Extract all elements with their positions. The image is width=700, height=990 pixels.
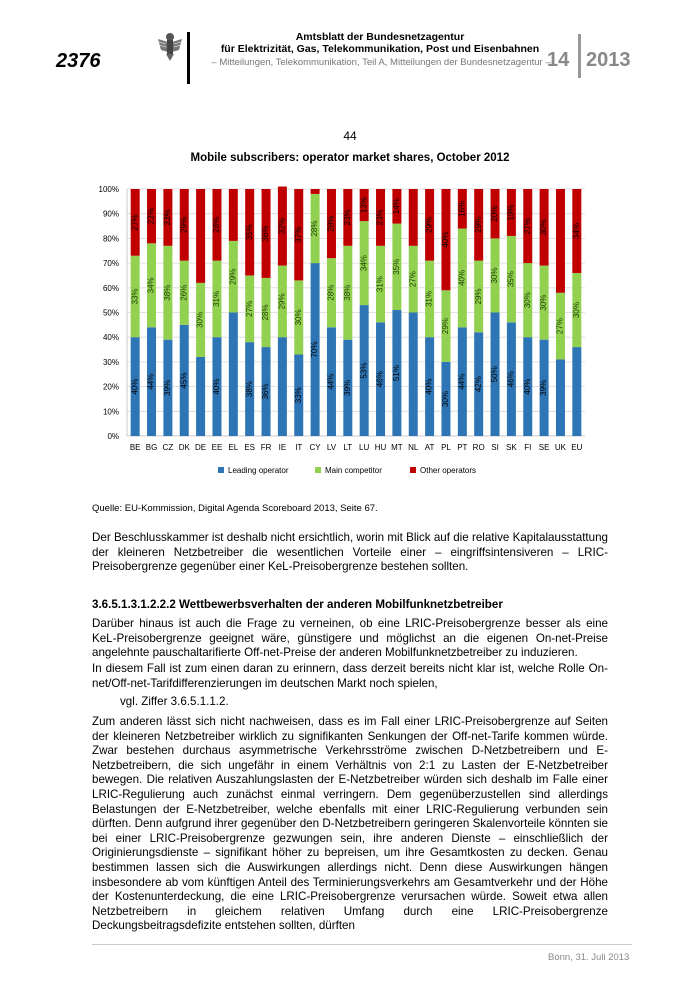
data-label: 22% xyxy=(146,208,156,225)
data-label: 30% xyxy=(490,267,500,284)
paragraph-2: Darüber hinaus ist auch die Frage zu verneinen, ob eine LRIC-Preisobergrenze besser als eine KeL-Preisobergrenze geeignet wäre, günstigere und möglichst an die eigenen On-net-Preise angelehnte pauschaltarifierte Off-net-Preise der anderen Mobilfunknetzbetreiber zu induzieren. xyxy=(92,617,608,660)
bar-de-other-operators xyxy=(196,189,205,283)
bar-cy-other-operators xyxy=(311,189,320,194)
data-label: 50% xyxy=(490,366,500,383)
data-label: 30% xyxy=(441,390,451,407)
x-tick-label: EL xyxy=(228,443,239,452)
journal-title-line2: für Elektrizität, Gas, Telekommunikation, Post und Eisenbahnen xyxy=(220,43,540,55)
data-label: 14% xyxy=(392,198,402,215)
data-label: 34% xyxy=(146,277,156,294)
data-label: 28% xyxy=(212,216,222,233)
data-label: 31% xyxy=(212,290,222,307)
x-tick-label: SE xyxy=(538,443,550,452)
data-label: 29% xyxy=(473,288,483,305)
data-label: 30% xyxy=(539,294,549,311)
x-tick-label: EU xyxy=(571,443,583,452)
data-label: 35% xyxy=(506,271,516,288)
section-heading: 3.6.5.1.3.1.2.2.2 Wettbewerbsverhalten der anderen Mobilfunknetzbetreiber xyxy=(92,598,503,611)
x-tick-label: SK xyxy=(506,443,517,452)
data-label: 27% xyxy=(522,218,532,235)
data-label: 30% xyxy=(195,311,205,328)
x-tick-label: FR xyxy=(260,443,272,452)
data-label: 44% xyxy=(146,373,156,390)
data-label: 44% xyxy=(326,373,336,390)
data-label: 27% xyxy=(555,318,565,335)
data-label: 29% xyxy=(424,216,434,233)
x-tick-label: PT xyxy=(457,443,468,452)
y-tick-label: 20% xyxy=(102,382,119,392)
data-label: 16% xyxy=(457,200,467,217)
data-label: 31% xyxy=(424,290,434,307)
data-label: 33% xyxy=(293,387,303,404)
legend-label: Other operators xyxy=(420,466,477,475)
y-tick-label: 60% xyxy=(102,283,119,293)
y-tick-label: 0% xyxy=(107,432,119,441)
data-label: 33% xyxy=(130,288,140,305)
data-label: 30% xyxy=(522,292,532,309)
legend-label: Main competitor xyxy=(325,466,382,475)
bar-de-leading-operator xyxy=(196,357,205,436)
page-number: 2376 xyxy=(56,50,101,72)
data-label: 34% xyxy=(571,222,581,239)
legend-label: Leading operator xyxy=(228,466,289,475)
paragraph-reference: vgl. Ziffer 3.6.5.1.1.2. xyxy=(120,695,229,708)
x-tick-label: PL xyxy=(441,443,451,452)
x-tick-label: BE xyxy=(129,443,141,452)
x-tick-label: CZ xyxy=(162,443,174,452)
header-divider xyxy=(187,32,190,84)
data-label: 23% xyxy=(375,209,385,226)
data-label: 38% xyxy=(342,284,352,301)
x-tick-label: FI xyxy=(524,443,532,452)
legend-swatch xyxy=(410,467,416,473)
data-label: 28% xyxy=(261,304,271,321)
bar-nl-other-operators xyxy=(409,189,418,246)
paragraph-1: Der Beschlusskammer ist deshalb nicht ersichtlich, worin mit Blick auf die relative Kapitalausstattung der kleineren Netzbetreiber die wesentlichen Vorteile einer – eingriffsintensiveren – LRIC-Preisobergrenze gegenüber einer KeL-Preisobergrenze bestehen sollten. xyxy=(92,531,608,574)
data-label: 35% xyxy=(244,224,254,241)
data-label: 36% xyxy=(261,383,271,400)
data-label: 23% xyxy=(163,209,173,226)
y-tick-label: 70% xyxy=(102,259,119,269)
x-tick-label: ES xyxy=(244,443,256,452)
journal-subtitle: – Mitteilungen, Telekommunikation, Teil A, Mitteilungen der Bundesnetzagentur – xyxy=(211,57,551,68)
x-tick-label: IT xyxy=(295,443,303,452)
data-label: 70% xyxy=(310,341,320,358)
data-label: 29% xyxy=(179,216,189,233)
data-label: 39% xyxy=(342,379,352,396)
data-label: 27% xyxy=(244,300,254,317)
data-label: 30% xyxy=(293,309,303,326)
data-label: 26% xyxy=(179,284,189,301)
data-label: 29% xyxy=(473,216,483,233)
footer-date: Bonn, 31. Juli 2013 xyxy=(548,952,630,963)
data-label: 40% xyxy=(441,231,451,248)
data-label: 20% xyxy=(490,205,500,222)
data-label: 28% xyxy=(310,220,320,237)
x-tick-label: BG xyxy=(145,443,158,452)
data-label: 13% xyxy=(359,197,369,214)
x-tick-label: DE xyxy=(195,443,207,452)
data-label: 29% xyxy=(277,293,287,310)
x-tick-label: SI xyxy=(491,443,499,452)
legend-swatch xyxy=(315,467,321,473)
data-label: 38% xyxy=(244,381,254,398)
x-tick-label: IE xyxy=(278,443,287,452)
bar-uk-other-operators xyxy=(556,189,565,293)
paragraph-3: In diesem Fall ist zum einen daran zu erinnern, dass derzeit bereits nicht klar ist, welche Rolle On-net/Off-net-Tarifdifferenzierungen im deutschen Markt noch spielen, xyxy=(92,662,608,690)
x-tick-label: UK xyxy=(554,443,567,452)
bar-el-leading-operator xyxy=(229,313,238,437)
y-tick-label: 30% xyxy=(102,357,119,367)
data-label: 32% xyxy=(277,218,287,235)
data-label: 40% xyxy=(130,378,140,395)
chart-title: Mobile subscribers: operator market shares, October 2012 xyxy=(190,152,510,164)
data-label: 36% xyxy=(261,225,271,242)
data-label: 46% xyxy=(375,371,385,388)
bar-eu-leading-operator xyxy=(572,347,581,436)
journal-title xyxy=(200,31,560,55)
data-label: 28% xyxy=(326,284,336,301)
data-label: 37% xyxy=(293,226,303,243)
x-tick-label: HU xyxy=(374,443,387,452)
bar-nl-leading-operator xyxy=(409,313,418,437)
data-label: 45% xyxy=(179,372,189,389)
x-tick-label: LT xyxy=(343,443,353,452)
data-label: 51% xyxy=(392,365,402,382)
data-label: 53% xyxy=(359,362,369,379)
data-label: 31% xyxy=(375,276,385,293)
data-label: 34% xyxy=(359,255,369,272)
data-label: 35% xyxy=(392,258,402,275)
data-label: 40% xyxy=(457,269,467,286)
data-label: 23% xyxy=(342,209,352,226)
y-tick-label: 90% xyxy=(102,209,119,219)
x-tick-label: DK xyxy=(178,443,190,452)
data-label: 30% xyxy=(571,302,581,319)
data-label: 39% xyxy=(163,379,173,396)
data-label: 40% xyxy=(424,378,434,395)
y-tick-label: 50% xyxy=(102,308,119,318)
inner-page-number: 44 xyxy=(343,129,357,143)
x-tick-label: EE xyxy=(211,443,223,452)
paragraph-4: Zum anderen lässt sich nicht nachweisen, dass es im Fall einer LRIC-Preisobergrenze auf Seiten der kleineren Netzbetreiber wirklich zu signifikanten Senkungen der Off-net-Tarife kommen würde. Zwar bestehen durchaus asymmetrische Verkehrsströme zwischen D-Netzbetreibern und E-Netzbetreibern, die sich ungefähr in einem Verhältnis von 2:1 zu Lasten der E-Netzbetreiber bewegen. Die relativen Auszahlungslasten der E-Netzbetreiber würden sich deshalb im Falle einer LRIC-Regulierung auch zunächst einmal verringern. Dem gegenüberzustellen sind allerdings Belastungen der E-Netzbetreiber, welche ebenfalls mit einer LRIC-Regulierung verbunden sein dürften. Denn aufgrund ihrer gegenüber den D-Netzbetreibern geringeren Skalenvorteile könnten sie bei einer LRIC-Preisobergrenze gezwungen sein, ihre anderen Dienste – einschließlich der Originierungsdienste – signifikant höher zu bepreisen, um ihre Gesamtkosten zu decken. Genau bestimmen lassen sich die Auswirkungen allerdings nicht. Denn diese Auswirkungen hängen insbesondere ab vom künftigen Anteil des Terminierungsverkehrs am Gesamtverkehr und der Höhe der Kostenunterdeckung, die eine LRIC-Preisobergrenze verursachen würde. Soweit etwa allen Netzbetreibern in gleichem relativen Umfang durch eine LRIC-Preisobergrenze Deckungsbeitragsdefizite entstehen sollten, dürften xyxy=(92,715,608,933)
x-tick-label: LV xyxy=(326,443,337,452)
issue-divider xyxy=(578,34,581,78)
x-tick-label: LU xyxy=(359,443,370,452)
stacked-bar-chart xyxy=(0,170,700,490)
data-label: 19% xyxy=(506,204,516,221)
issue-number: 14 xyxy=(547,49,570,71)
data-label: 46% xyxy=(506,371,516,388)
data-label: 42% xyxy=(473,376,483,393)
y-tick-label: 40% xyxy=(102,333,119,343)
bar-el-other-operators xyxy=(229,189,238,241)
data-label: 39% xyxy=(539,379,549,396)
data-label: 40% xyxy=(212,378,222,395)
data-label: 29% xyxy=(228,268,238,285)
chart-source: Quelle: EU-Kommission, Digital Agenda Scoreboard 2013, Seite 67. xyxy=(92,503,378,514)
y-tick-label: 10% xyxy=(102,407,119,417)
legend-swatch xyxy=(218,467,224,473)
bar-uk-leading-operator xyxy=(556,359,565,436)
data-label: 27% xyxy=(408,271,418,288)
x-tick-label: RO xyxy=(472,443,485,452)
x-tick-label: CY xyxy=(309,443,321,452)
y-tick-label: 80% xyxy=(102,234,119,244)
x-tick-label: AT xyxy=(424,443,435,452)
issue-year: 2013 xyxy=(586,49,631,71)
data-label: 38% xyxy=(163,284,173,301)
journal-title-line1: Amtsblatt der Bundesnetzagentur xyxy=(295,31,465,43)
footer-rule xyxy=(92,944,632,945)
x-tick-label: NL xyxy=(408,443,419,452)
bar-ie-leading-operator xyxy=(278,337,287,436)
y-tick-label: 100% xyxy=(98,185,119,194)
federal-eagle-icon xyxy=(155,30,185,62)
data-label: 29% xyxy=(441,318,451,335)
x-tick-label: MT xyxy=(391,443,403,452)
data-label: 40% xyxy=(522,378,532,395)
data-label: 44% xyxy=(457,373,467,390)
data-label: 28% xyxy=(326,215,336,232)
data-label: 27% xyxy=(130,214,140,231)
data-label: 30% xyxy=(539,219,549,236)
